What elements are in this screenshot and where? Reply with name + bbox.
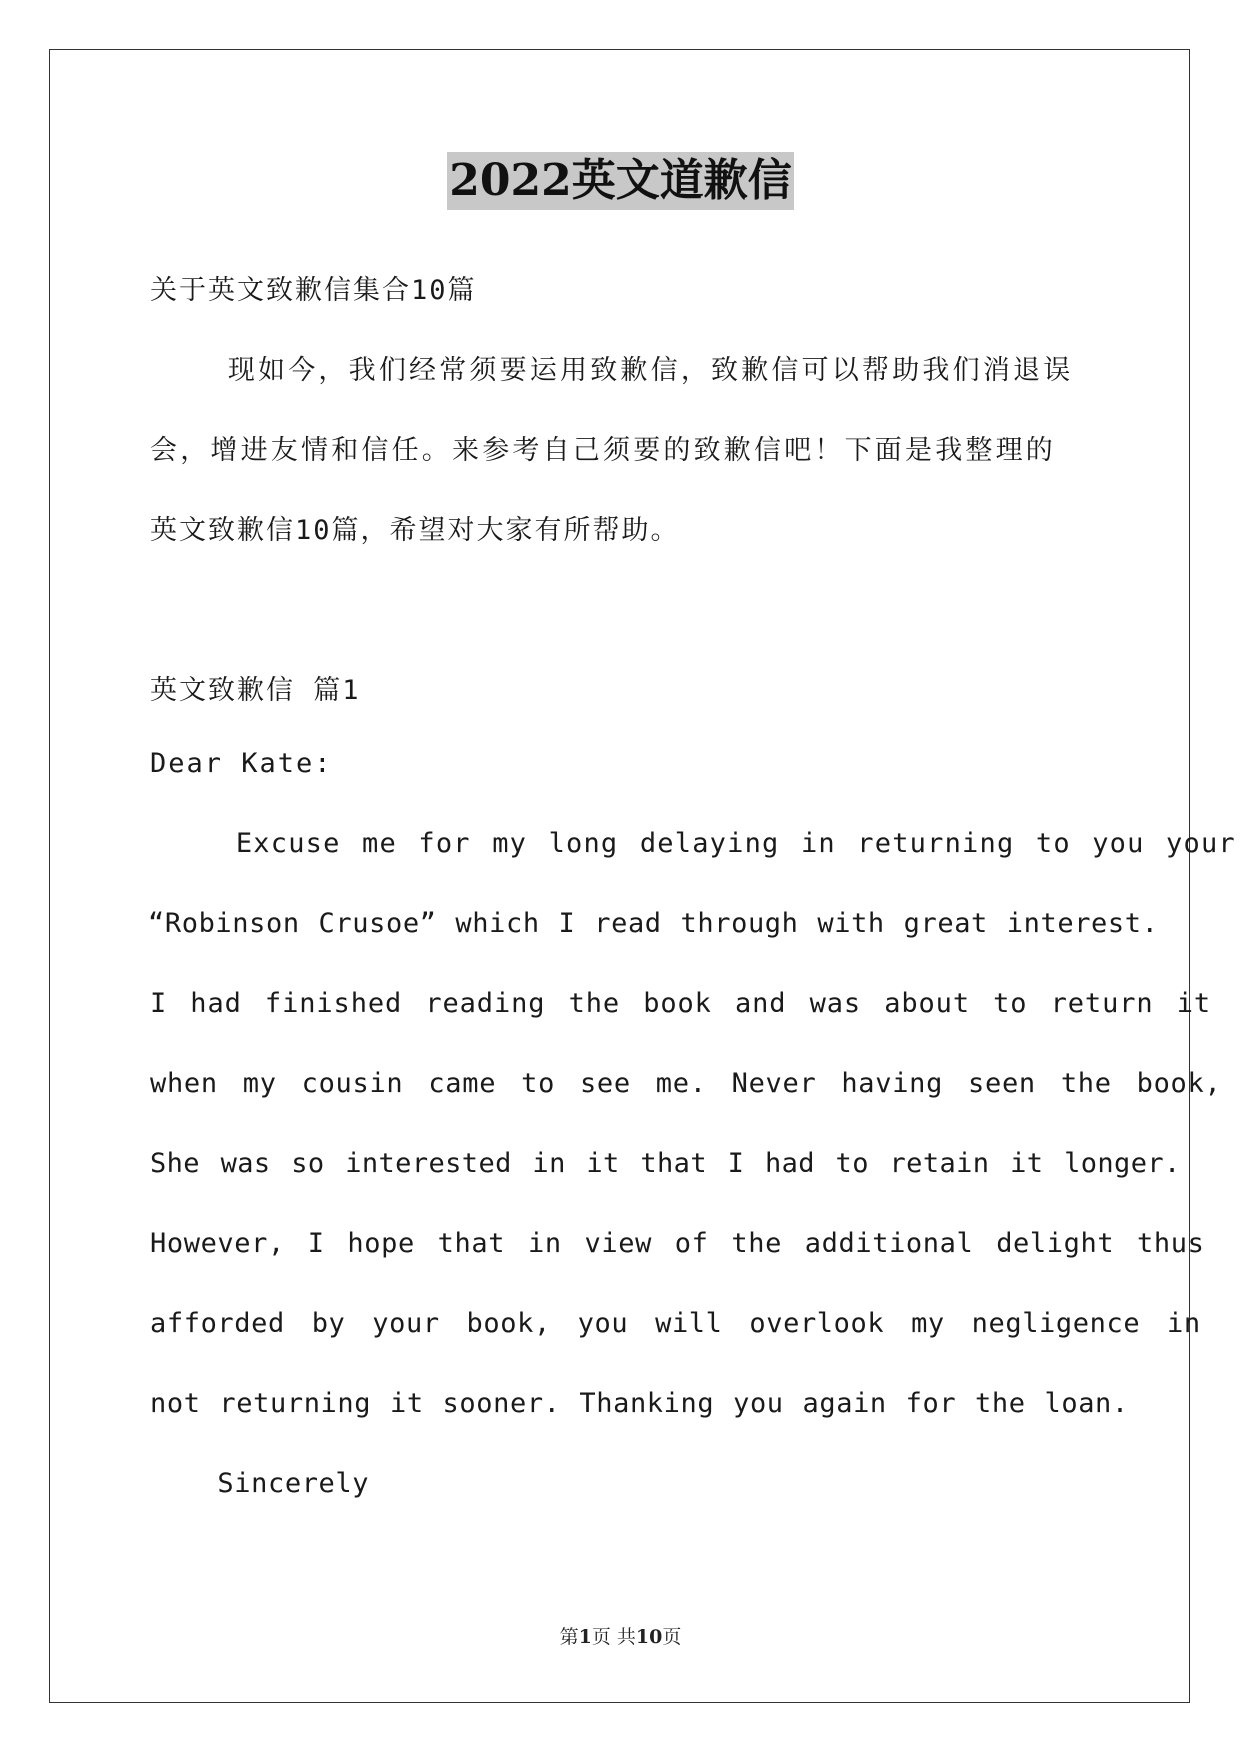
letter-line: I had finished reading the book and was about to return it: [150, 988, 1212, 1019]
letter-line: “Robinson Crusoe” which I read through with great interest.: [148, 908, 1159, 939]
footer-mid: 页 共: [591, 1626, 636, 1648]
letter-line: Excuse me for my long delaying in returning to you your: [150, 828, 1236, 859]
footer-total-pages: 10: [635, 1626, 663, 1648]
footer-prefix: 第: [559, 1626, 579, 1648]
letter-line: She was so interested in it that I had to retain it longer.: [150, 1148, 1181, 1179]
paragraph-line: 英文致歉信10篇，希望对大家有所帮助。: [150, 515, 680, 546]
letter-line: not returning it sooner. Thanking you again for the loan.: [150, 1388, 1129, 1419]
footer-page-number: 1: [578, 1626, 592, 1648]
salutation: Dear Kate:: [150, 748, 333, 779]
closing: Sincerely: [150, 1468, 370, 1499]
letter-line: afforded by your book, you will overlook my negligence in: [150, 1308, 1201, 1339]
footer-suffix: 页: [662, 1626, 682, 1648]
page-footer: [0, 1622, 1241, 1649]
paragraph-line: 会，增进友情和信任。来参考自己须要的致歉信吧！下面是我整理的: [150, 435, 1056, 466]
section-heading: 英文致歉信 篇1: [150, 675, 361, 706]
title-container: [0, 152, 1241, 210]
subtitle-line: 关于英文致歉信集合10篇: [150, 275, 477, 306]
document-title: 2022英文道歉信: [447, 152, 793, 210]
letter-line: when my cousin came to see me. Never having seen the book,: [150, 1068, 1222, 1099]
paragraph-line: 现如今，我们经常须要运用致歉信，致歉信可以帮助我们消退误: [150, 355, 1074, 386]
letter-line: However, I hope that in view of the additional delight thus: [150, 1228, 1205, 1259]
